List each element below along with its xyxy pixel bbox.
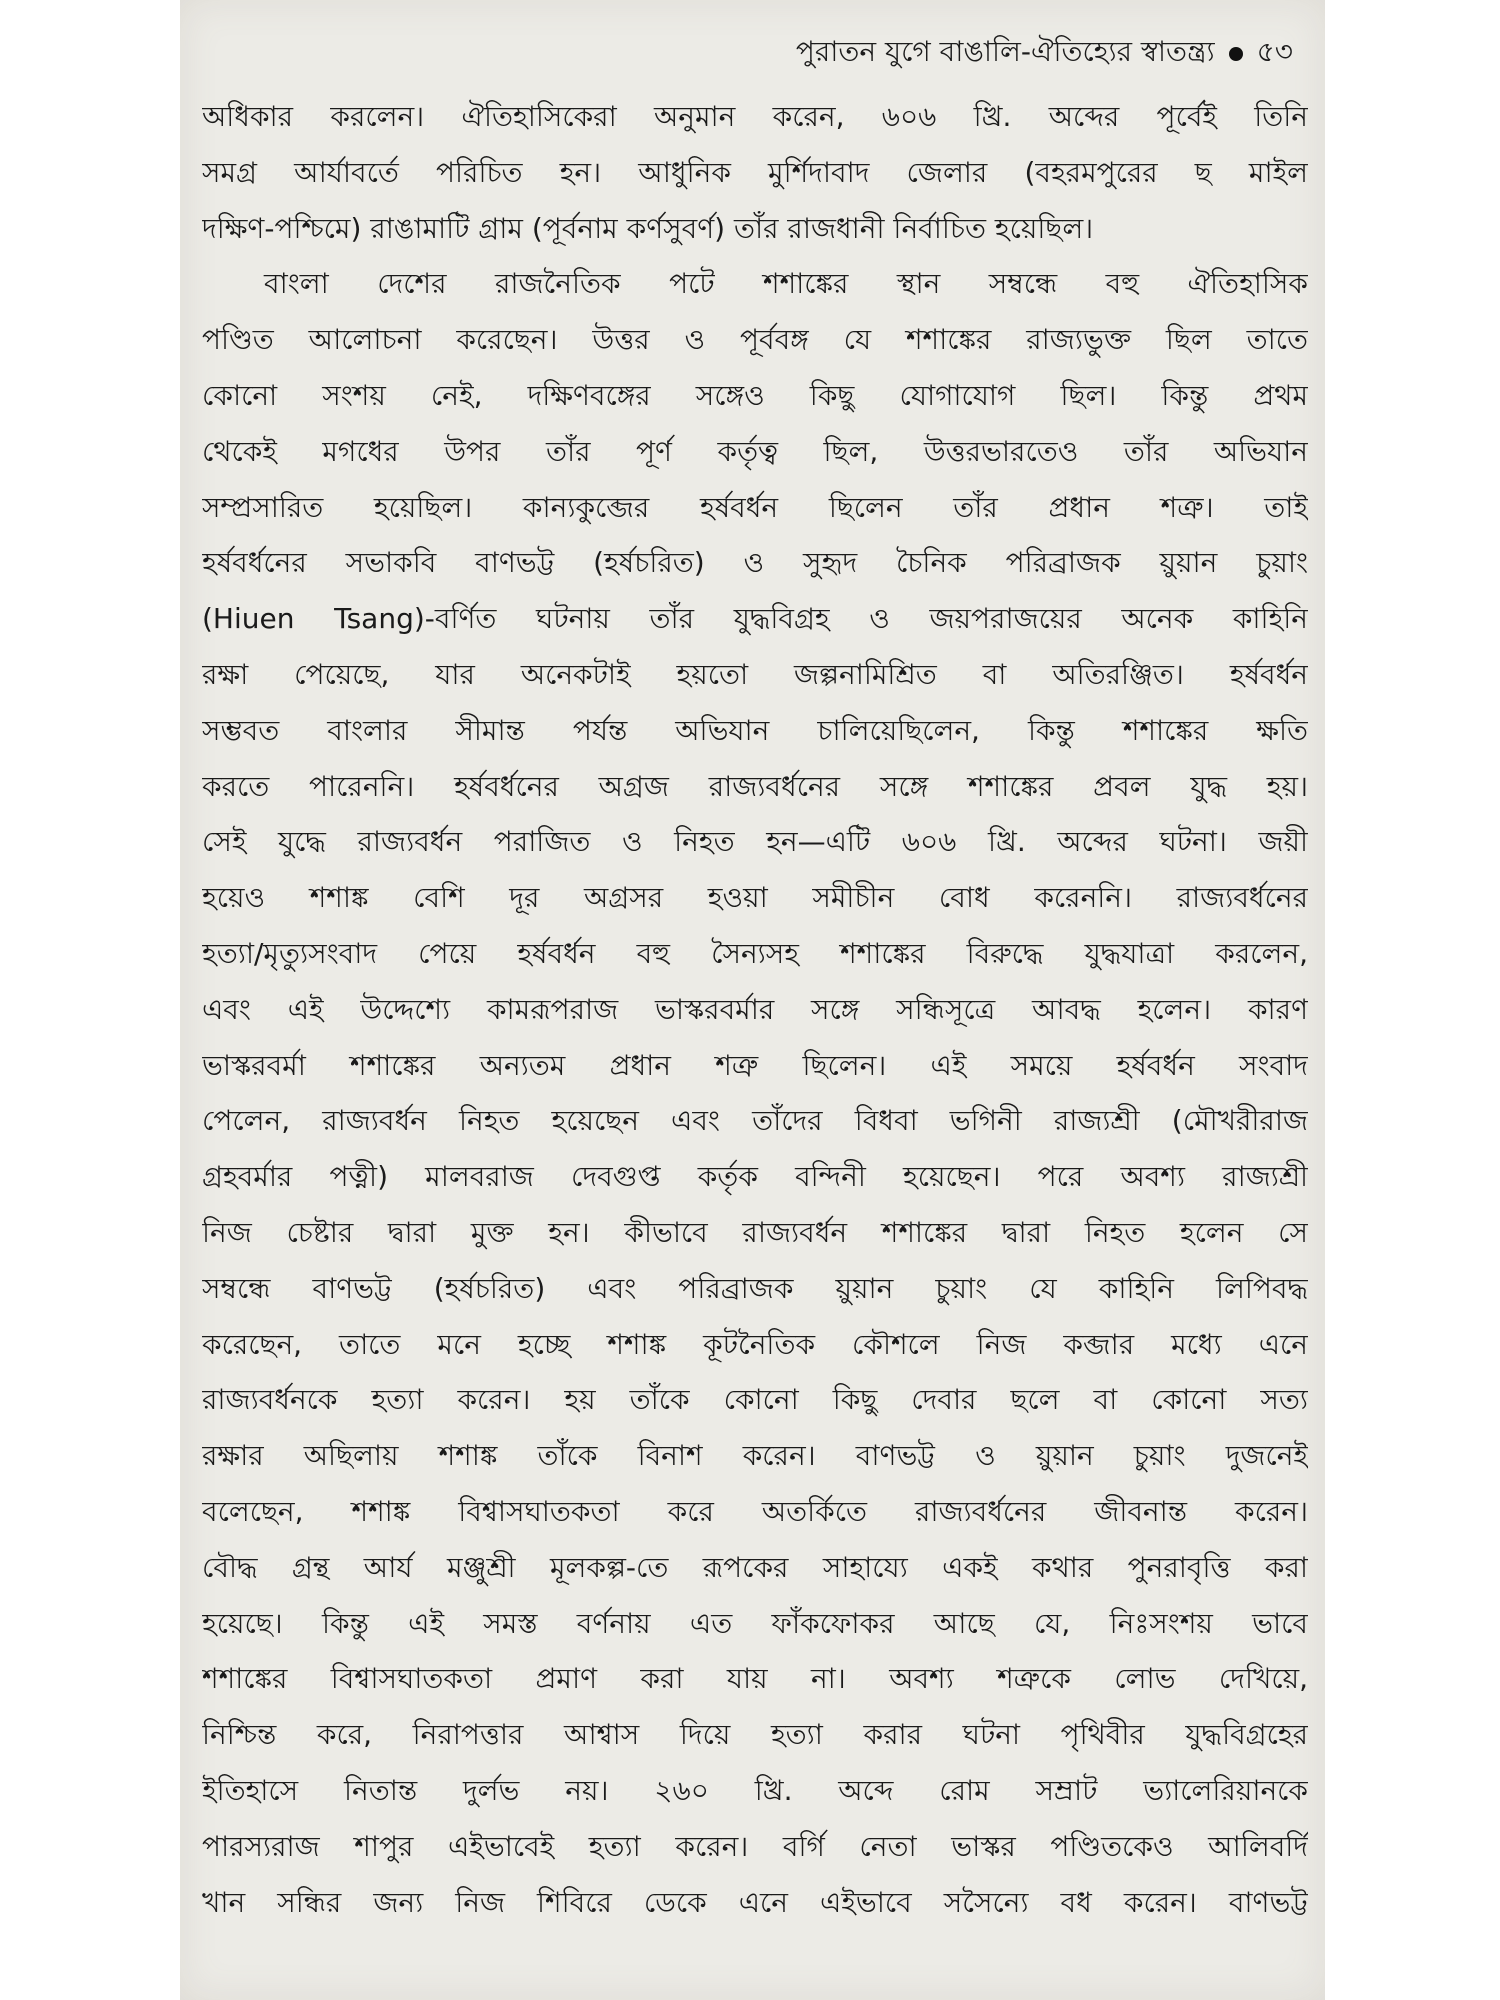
text-line: সম্ভবত বাংলার সীমান্ত পর্যন্ত অভিযান চালিয়েছিলেন, কিন্তু শশাঙ্কের ক্ষতি bbox=[202, 713, 1308, 747]
text-line: করেছেন, তাতে মনে হচ্ছে শশাঙ্ক কূটনৈতিক কৌশলে নিজ কব্জার মধ্যে এনে bbox=[202, 1327, 1308, 1361]
bullet-dot-icon bbox=[1229, 47, 1243, 61]
text-line: (Hiuen Tsang)-বর্ণিত ঘটনায় তাঁর যুদ্ধবিগ্রহ ও জয়পরাজয়ের অনেক কাহিনি bbox=[202, 602, 1308, 636]
running-title: পুরাতন যুগে বাঙালি-ঐতিহ্যের স্বাতন্ত্র্য bbox=[795, 35, 1215, 68]
page-number: ৫৩ bbox=[1256, 35, 1293, 68]
text-line: নিশ্চিন্ত করে, নিরাপত্তার আশ্বাস দিয়ে হত্যা করার ঘটনা পৃথিবীর যুদ্ধবিগ্রহের bbox=[202, 1718, 1308, 1752]
text-line: বাংলা দেশের রাজনৈতিক পটে শশাঙ্কের স্থান সম্বন্ধে বহু ঐতিহাসিক bbox=[264, 267, 1308, 301]
text-line: সেই যুদ্ধে রাজ্যবর্ধন পরাজিত ও নিহত হন—এটি ৬০৬ খ্রি. অব্দের ঘটনা। জয়ী bbox=[202, 825, 1308, 859]
text-line: ইতিহাসে নিতান্ত দুর্লভ নয়। ২৬০ খ্রি. অব্দে রোম সম্রাট ভ্যালেরিয়ানকে bbox=[202, 1773, 1308, 1807]
text-line: করতে পারেননি। হর্ষবর্ধনের অগ্রজ রাজ্যবর্ধনের সঙ্গে শশাঙ্কের প্রবল যুদ্ধ হয়। bbox=[202, 769, 1308, 803]
text-line: সমগ্র আর্যাবর্তে পরিচিত হন। আধুনিক মুর্শিদাবাদ জেলার (বহরমপুরের ছ মাইল bbox=[202, 155, 1308, 189]
text-line: অধিকার করলেন। ঐতিহাসিকেরা অনুমান করেন, ৬০৬ খ্রি. অব্দের পূর্বেই তিনি bbox=[202, 100, 1308, 133]
text-line: রাজ্যবর্ধনকে হত্যা করেন। হয় তাঁকে কোনো কিছু দেবার ছলে বা কোনো সত্য bbox=[202, 1383, 1308, 1417]
text-line: হয়েও শশাঙ্ক বেশি দূর অগ্রসর হওয়া সমীচীন বোধ করেননি। রাজ্যবর্ধনের bbox=[202, 881, 1308, 915]
text-line: রক্ষার অছিলায় শশাঙ্ক তাঁকে বিনাশ করেন। বাণভট্ট ও য়ুয়ান চুয়াং দুজনেই bbox=[202, 1439, 1308, 1473]
text-line: শশাঙ্কের বিশ্বাসঘাতকতা প্রমাণ করা যায় না। অবশ্য শত্রুকে লোভ দেখিয়ে, bbox=[202, 1662, 1308, 1696]
running-header bbox=[796, 30, 1293, 77]
body-text bbox=[202, 89, 1308, 1930]
text-line: দক্ষিণ-পশ্চিমে) রাঙামাটি গ্রাম (পূর্বনাম কর্ণসুবর্ণ) তাঁর রাজধানী নির্বাচিত হয়েছিল। bbox=[202, 211, 1094, 245]
text-line: এবং এই উদ্দেশ্যে কামরূপরাজ ভাস্করবর্মার সঙ্গে সন্ধিসূত্রে আবদ্ধ হলেন। কারণ bbox=[202, 992, 1308, 1026]
text-line: গ্রহবর্মার পত্নী) মালবরাজ দেবগুপ্ত কর্তৃক বন্দিনী হয়েছেন। পরে অবশ্য রাজ্যশ্রী bbox=[202, 1160, 1308, 1194]
text-line: খান সন্ধির জন্য নিজ শিবিরে ডেকে এনে এইভাবে সসৈন্যে বধ করেন। বাণভট্ট bbox=[202, 1885, 1308, 1919]
text-line: নিজ চেষ্টার দ্বারা মুক্ত হন। কীভাবে রাজ্যবর্ধন শশাঙ্কের দ্বারা নিহত হলেন সে bbox=[202, 1215, 1308, 1249]
text-line: থেকেই মগধের উপর তাঁর পূর্ণ কর্তৃত্ব ছিল, উত্তরভারতেও তাঁর অভিযান bbox=[202, 434, 1308, 468]
text-line: পারস্যরাজ শাপুর এইভাবেই হত্যা করেন। বর্গি নেতা ভাস্কর পণ্ডিতকেও আলিবর্দি bbox=[202, 1829, 1308, 1863]
book-page bbox=[180, 0, 1325, 2000]
text-line: সম্বন্ধে বাণভট্ট (হর্ষচরিত) এবং পরিব্রাজক য়ুয়ান চুয়াং যে কাহিনি লিপিবদ্ধ bbox=[202, 1271, 1308, 1305]
text-line: বৌদ্ধ গ্রন্থ আর্য মঞ্জুশ্রী মূলকল্প-তে রূপকের সাহায্যে একই কথার পুনরাবৃত্তি করা bbox=[202, 1550, 1308, 1584]
text-line: রক্ষা পেয়েছে, যার অনেকটাই হয়তো জল্পনামিশ্রিত বা অতিরঞ্জিত। হর্ষবর্ধন bbox=[202, 657, 1308, 691]
text-line: পণ্ডিত আলোচনা করেছেন। উত্তর ও পূর্ববঙ্গ যে শশাঙ্কের রাজ্যভুক্ত ছিল তাতে bbox=[202, 323, 1308, 357]
text-line: হত্যা/মৃত্যুসংবাদ পেয়ে হর্ষবর্ধন বহু সৈন্যসহ শশাঙ্কের বিরুদ্ধে যুদ্ধযাত্রা করলেন, bbox=[202, 936, 1308, 970]
text-line: হর্ষবর্ধনের সভাকবি বাণভট্ট (হর্ষচরিত) ও সুহৃদ চৈনিক পরিব্রাজক য়ুয়ান চুয়াং bbox=[202, 546, 1308, 580]
text-line: পেলেন, রাজ্যবর্ধন নিহত হয়েছেন এবং তাঁদের বিধবা ভগিনী রাজ্যশ্রী (মৌখরীরাজ bbox=[202, 1104, 1308, 1138]
text-line: সম্প্রসারিত হয়েছিল। কান্যকুব্জের হর্ষবর্ধন ছিলেন তাঁর প্রধান শত্রু। তাই bbox=[202, 490, 1308, 524]
text-line: হয়েছে। কিন্তু এই সমস্ত বর্ণনায় এত ফাঁকফোকর আছে যে, নিঃসংশয় ভাবে bbox=[202, 1606, 1308, 1640]
text-line: কোনো সংশয় নেই, দক্ষিণবঙ্গের সঙ্গেও কিছু যোগাযোগ ছিল। কিন্তু প্রথম bbox=[202, 378, 1308, 412]
text-line: বলেছেন, শশাঙ্ক বিশ্বাসঘাতকতা করে অতর্কিতে রাজ্যবর্ধনের জীবনান্ত করেন। bbox=[202, 1494, 1308, 1528]
text-line: ভাস্করবর্মা শশাঙ্কের অন্যতম প্রধান শত্রু ছিলেন। এই সময়ে হর্ষবর্ধন সংবাদ bbox=[202, 1048, 1308, 1082]
